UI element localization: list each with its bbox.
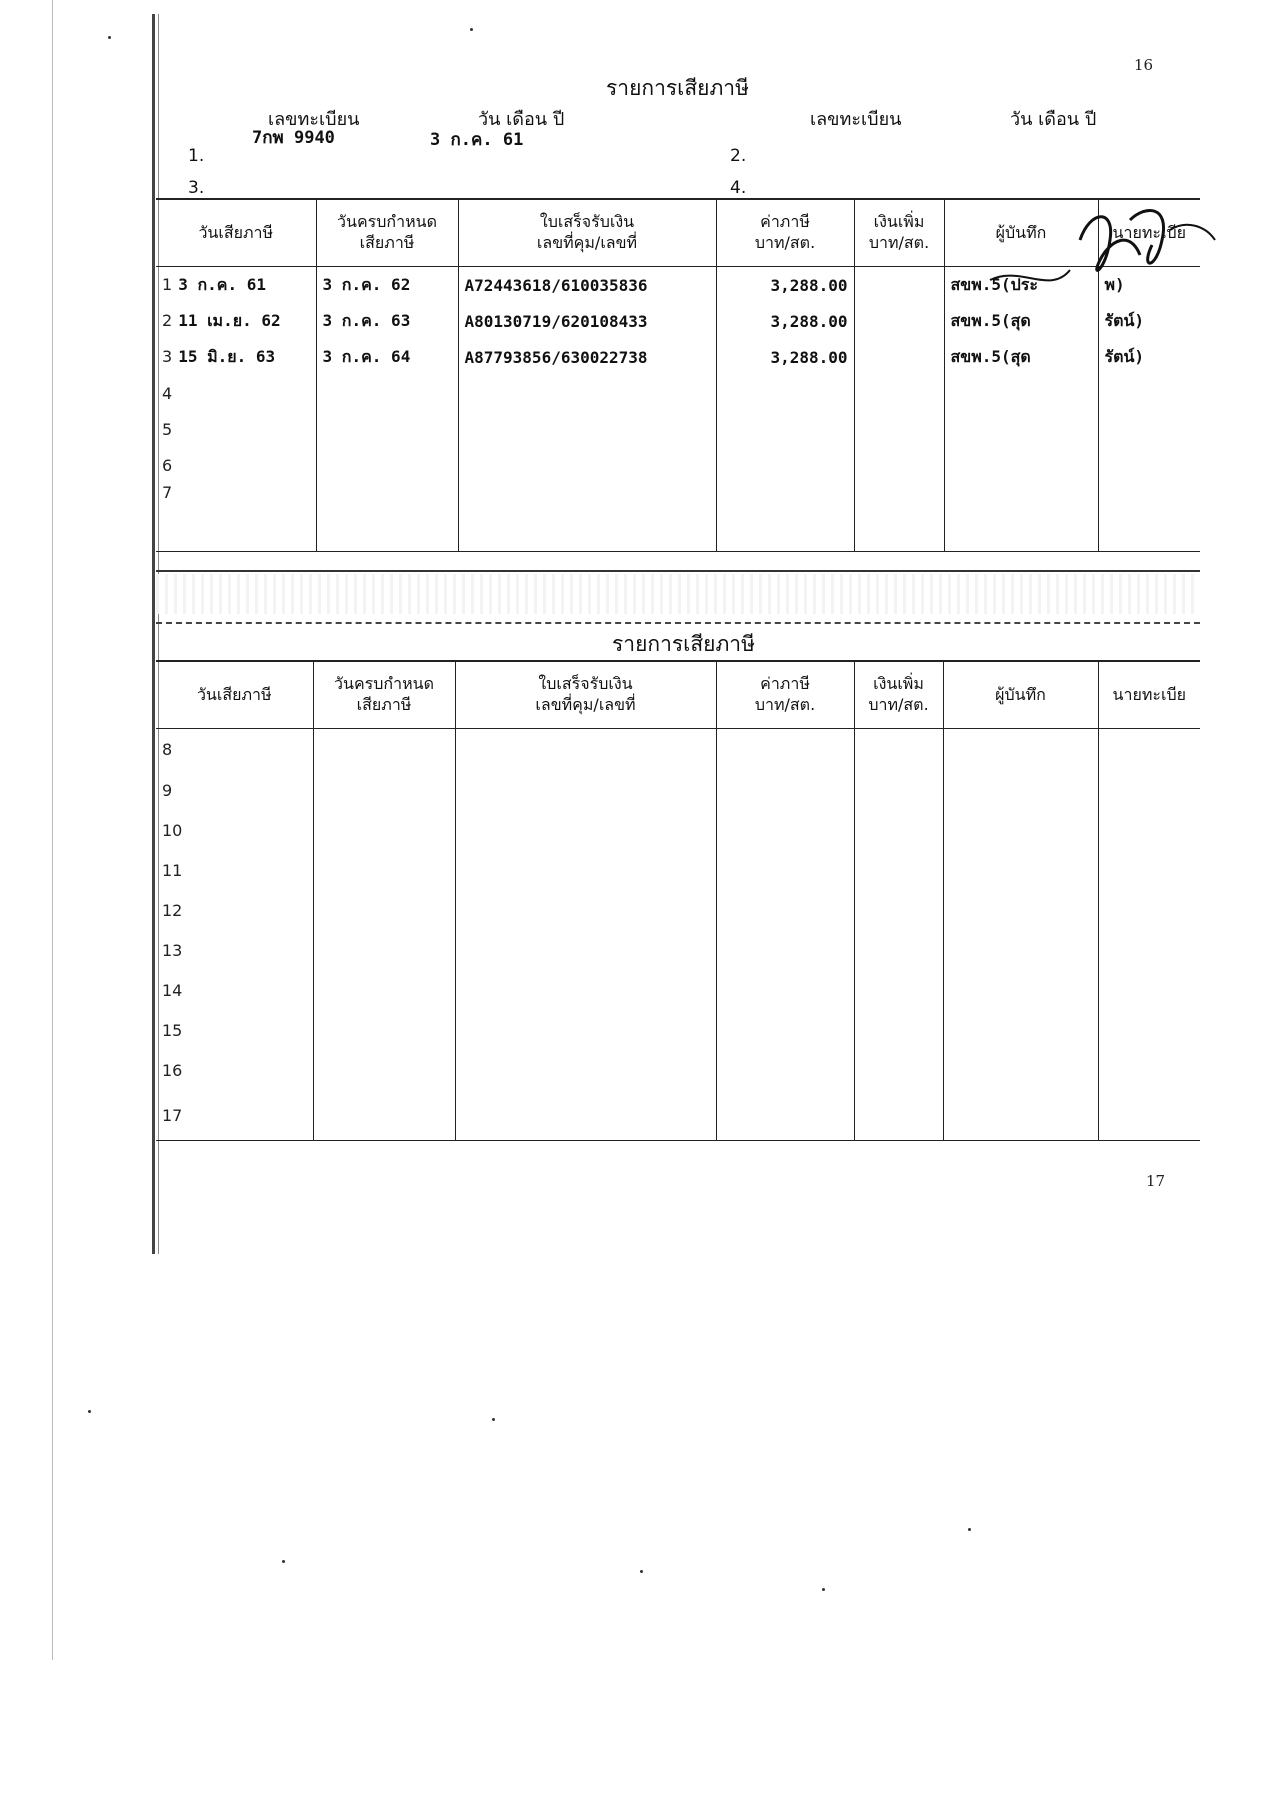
table-row: [156, 483, 1200, 551]
empty-cell: [854, 931, 943, 971]
empty-cell: [944, 375, 1098, 411]
empty-cell: [1098, 971, 1200, 1011]
receipt-number: A72443618/610035836: [458, 267, 716, 304]
row-number: 4: [162, 383, 173, 403]
paid-date-cell: [156, 267, 316, 304]
empty-cell: [944, 411, 1098, 447]
col-header-recorder: ผู้บันทึก: [943, 662, 1098, 729]
paid-date-cell: [156, 729, 313, 771]
empty-cell: [455, 1011, 716, 1051]
table-row: [156, 411, 1200, 447]
empty-cell: [854, 771, 943, 811]
empty-cell: [316, 483, 458, 551]
empty-cell: [716, 811, 854, 851]
col-header-recorder: ผู้บันทึก: [944, 200, 1098, 267]
row-number: 2: [162, 310, 173, 330]
col-header-due-date: วันครบกำหนด เสียภาษี: [313, 662, 455, 729]
empty-cell: [458, 411, 716, 447]
empty-cell: [943, 931, 1098, 971]
empty-cell: [854, 411, 944, 447]
empty-cell: [943, 729, 1098, 771]
registrar: พ): [1098, 267, 1200, 304]
due-date: 3 ก.ค. 64: [316, 339, 458, 375]
row-number: 17: [162, 1105, 183, 1125]
empty-cell: [316, 411, 458, 447]
empty-cell: [1098, 1091, 1200, 1141]
row-number: 9: [162, 781, 173, 800]
empty-cell: [455, 931, 716, 971]
empty-cell: [943, 971, 1098, 1011]
empty-cell: [854, 1091, 943, 1141]
empty-cell: [455, 811, 716, 851]
table-row: [156, 1011, 1200, 1051]
due-date: 3 ก.ค. 63: [316, 303, 458, 339]
row-number: 16: [162, 1061, 183, 1080]
col-header-tax: ค่าภาษี บาท/สต.: [716, 200, 854, 267]
paid-date: 15 มิ.ย. 63: [178, 346, 276, 366]
empty-cell: [455, 1091, 716, 1141]
page-number-top: 16: [1134, 56, 1154, 74]
paid-date: 3 ก.ค. 61: [178, 274, 267, 294]
empty-cell: [716, 891, 854, 931]
empty-cell: [854, 483, 944, 551]
empty-cell: [716, 483, 854, 551]
row-number: 5: [162, 419, 173, 439]
paid-date-cell: [156, 931, 313, 971]
scan-speck: [282, 1560, 285, 1563]
empty-cell: [854, 1051, 943, 1091]
table-row: [156, 811, 1200, 851]
empty-cell: [1098, 1011, 1200, 1051]
tax-amount: 3,288.00: [716, 267, 854, 304]
empty-cell: [716, 1051, 854, 1091]
recorder: สขพ.5(สุด: [944, 303, 1098, 339]
plate-value: 7กพ 9940: [252, 128, 335, 148]
table-row: [156, 891, 1200, 931]
page-title: รายการเสียภาษี: [606, 76, 749, 100]
empty-cell: [943, 1011, 1098, 1051]
table2-header-row: [156, 662, 1200, 729]
registrar: รัตน์): [1098, 339, 1200, 375]
empty-cell: [854, 811, 943, 851]
plate-label-1: เลขทะเบียน: [268, 109, 360, 130]
empty-cell: [716, 411, 854, 447]
empty-cell: [1098, 1051, 1200, 1091]
empty-cell: [313, 1011, 455, 1051]
plate-slot-1: 1.: [188, 146, 205, 166]
table-row: [156, 931, 1200, 971]
empty-cell: [1098, 891, 1200, 931]
row-number: 8: [162, 740, 173, 760]
empty-cell: [943, 851, 1098, 891]
handwritten-signature: [930, 200, 1230, 330]
table-row: [156, 447, 1200, 483]
recorder: สขพ.5(สุด: [944, 339, 1098, 375]
col-header-tax: ค่าภาษี บาท/สต.: [716, 662, 854, 729]
empty-cell: [313, 891, 455, 931]
empty-cell: [313, 1091, 455, 1141]
col-header-registrar: นายทะเบีย: [1098, 662, 1200, 729]
scan-speck: [492, 1418, 495, 1421]
empty-cell: [854, 1011, 943, 1051]
empty-cell: [943, 771, 1098, 811]
empty-cell: [313, 851, 455, 891]
table-row: [156, 1091, 1200, 1141]
paid-date-cell: [156, 971, 313, 1011]
empty-cell: [944, 483, 1098, 551]
paid-date-cell: [156, 811, 313, 851]
empty-cell: [313, 1051, 455, 1091]
empty-cell: [943, 811, 1098, 851]
plate-slot-3: 3.: [188, 178, 205, 198]
empty-cell: [1098, 771, 1200, 811]
empty-cell: [943, 1091, 1098, 1141]
row-number: 7: [162, 483, 173, 502]
empty-cell: [458, 375, 716, 411]
plate-slot-2: 2.: [730, 146, 747, 166]
receipt-number: A80130719/620108433: [458, 303, 716, 339]
empty-cell: [716, 729, 854, 771]
scan-noise-band: [156, 574, 1200, 614]
plate-slot-4: 4.: [730, 178, 747, 198]
scan-speck: [108, 36, 111, 39]
tax-amount: 3,288.00: [716, 339, 854, 375]
empty-cell: [313, 729, 455, 771]
paid-date: 11 เม.ย. 62: [178, 310, 281, 330]
empty-cell: [313, 811, 455, 851]
registration-date-value: 3 ก.ค. 61: [430, 130, 524, 150]
empty-cell: [1098, 375, 1200, 411]
empty-cell: [716, 851, 854, 891]
table-row: [156, 851, 1200, 891]
table-row: [156, 339, 1200, 375]
paid-date-cell: [156, 891, 313, 931]
empty-cell: [458, 447, 716, 483]
paid-date-cell: [156, 1011, 313, 1051]
empty-cell: [716, 375, 854, 411]
registrar: รัตน์): [1098, 303, 1200, 339]
row-number: 14: [162, 981, 183, 1000]
empty-cell: [1098, 729, 1200, 771]
paid-date-cell: [156, 447, 316, 483]
row-number: 6: [162, 455, 173, 475]
col-header-surcharge: เงินเพิ่ม บาท/สต.: [854, 200, 944, 267]
date-label-2: วัน เดือน ปี: [1010, 109, 1097, 130]
empty-cell: [854, 729, 943, 771]
paid-date-cell: [156, 411, 316, 447]
table-row: [156, 1051, 1200, 1091]
paid-date-cell: [156, 1051, 313, 1091]
row-number: 12: [162, 901, 183, 920]
empty-cell: [313, 771, 455, 811]
empty-cell: [716, 1091, 854, 1141]
table-row: [156, 375, 1200, 411]
empty-cell: [455, 851, 716, 891]
scan-speck: [470, 28, 473, 31]
empty-cell: [943, 891, 1098, 931]
empty-cell: [854, 447, 944, 483]
paid-date-cell: [156, 303, 316, 339]
receipt-number: A87793856/630022738: [458, 339, 716, 375]
col-header-paid-date: วันเสียภาษี: [156, 662, 313, 729]
empty-cell: [1098, 811, 1200, 851]
empty-cell: [944, 447, 1098, 483]
paid-date-cell: [156, 483, 316, 551]
col-header-receipt: ใบเสร็จรับเงิน เลขที่คุม/เลขที่: [455, 662, 716, 729]
col-header-registrar: นายทะเบีย: [1098, 200, 1200, 267]
scan-speck: [88, 1410, 91, 1413]
empty-cell: [313, 931, 455, 971]
empty-cell: [1098, 931, 1200, 971]
plate-label-2: เลขทะเบียน: [810, 109, 902, 130]
empty-cell: [455, 971, 716, 1011]
paid-date-cell: [156, 339, 316, 375]
empty-cell: [943, 1051, 1098, 1091]
row-number: 13: [162, 941, 183, 960]
empty-cell: [854, 375, 944, 411]
table-row: [156, 729, 1200, 771]
empty-cell: [716, 447, 854, 483]
empty-cell: [716, 771, 854, 811]
table-row: [156, 771, 1200, 811]
col-header-paid-date: วันเสียภาษี: [156, 200, 316, 267]
empty-cell: [455, 1051, 716, 1091]
empty-cell: [316, 447, 458, 483]
col-header-due-date: วันครบกำหนด เสียภาษี: [316, 200, 458, 267]
paid-date-cell: [156, 851, 313, 891]
paid-date-cell: [156, 375, 316, 411]
empty-cell: [455, 771, 716, 811]
empty-cell: [716, 971, 854, 1011]
col-header-surcharge: เงินเพิ่ม บาท/สต.: [854, 662, 943, 729]
empty-cell: [455, 891, 716, 931]
date-label-1: วัน เดือน ปี: [478, 109, 565, 130]
scan-speck: [968, 1528, 971, 1531]
empty-cell: [716, 1011, 854, 1051]
empty-cell: [854, 851, 943, 891]
empty-cell: [716, 931, 854, 971]
empty-cell: [458, 483, 716, 551]
empty-cell: [316, 375, 458, 411]
tax-table-2: [156, 662, 1200, 1141]
recorder: สขพ.5(ประ: [944, 267, 1098, 304]
empty-cell: [313, 971, 455, 1011]
tax-amount: 3,288.00: [716, 303, 854, 339]
empty-cell: [854, 891, 943, 931]
row-number: 11: [162, 861, 183, 880]
due-date: 3 ก.ค. 62: [316, 267, 458, 304]
row-number: 1: [162, 274, 173, 294]
row-number: 3: [162, 346, 173, 366]
section-divider: [156, 570, 1200, 572]
paid-date-cell: [156, 1091, 313, 1141]
empty-cell: [1098, 411, 1200, 447]
col-header-receipt: ใบเสร็จรับเงิน เลขที่คุม/เลขที่: [458, 200, 716, 267]
empty-cell: [1098, 447, 1200, 483]
row-number: 15: [162, 1021, 183, 1040]
section-title-2: รายการเสียภาษี: [612, 632, 755, 656]
scan-edge-line: [52, 0, 53, 1660]
scan-speck: [640, 1570, 643, 1573]
table-row: [156, 971, 1200, 1011]
page-number-bottom: 17: [1146, 1172, 1166, 1190]
empty-cell: [455, 729, 716, 771]
row-number: 10: [162, 821, 183, 840]
paid-date-cell: [156, 771, 313, 811]
binding-margin-line: [152, 14, 155, 1254]
surcharge: [854, 339, 944, 375]
empty-cell: [1098, 483, 1200, 551]
cut-line: [156, 622, 1200, 624]
empty-cell: [854, 971, 943, 1011]
empty-cell: [1098, 851, 1200, 891]
scan-speck: [822, 1588, 825, 1591]
